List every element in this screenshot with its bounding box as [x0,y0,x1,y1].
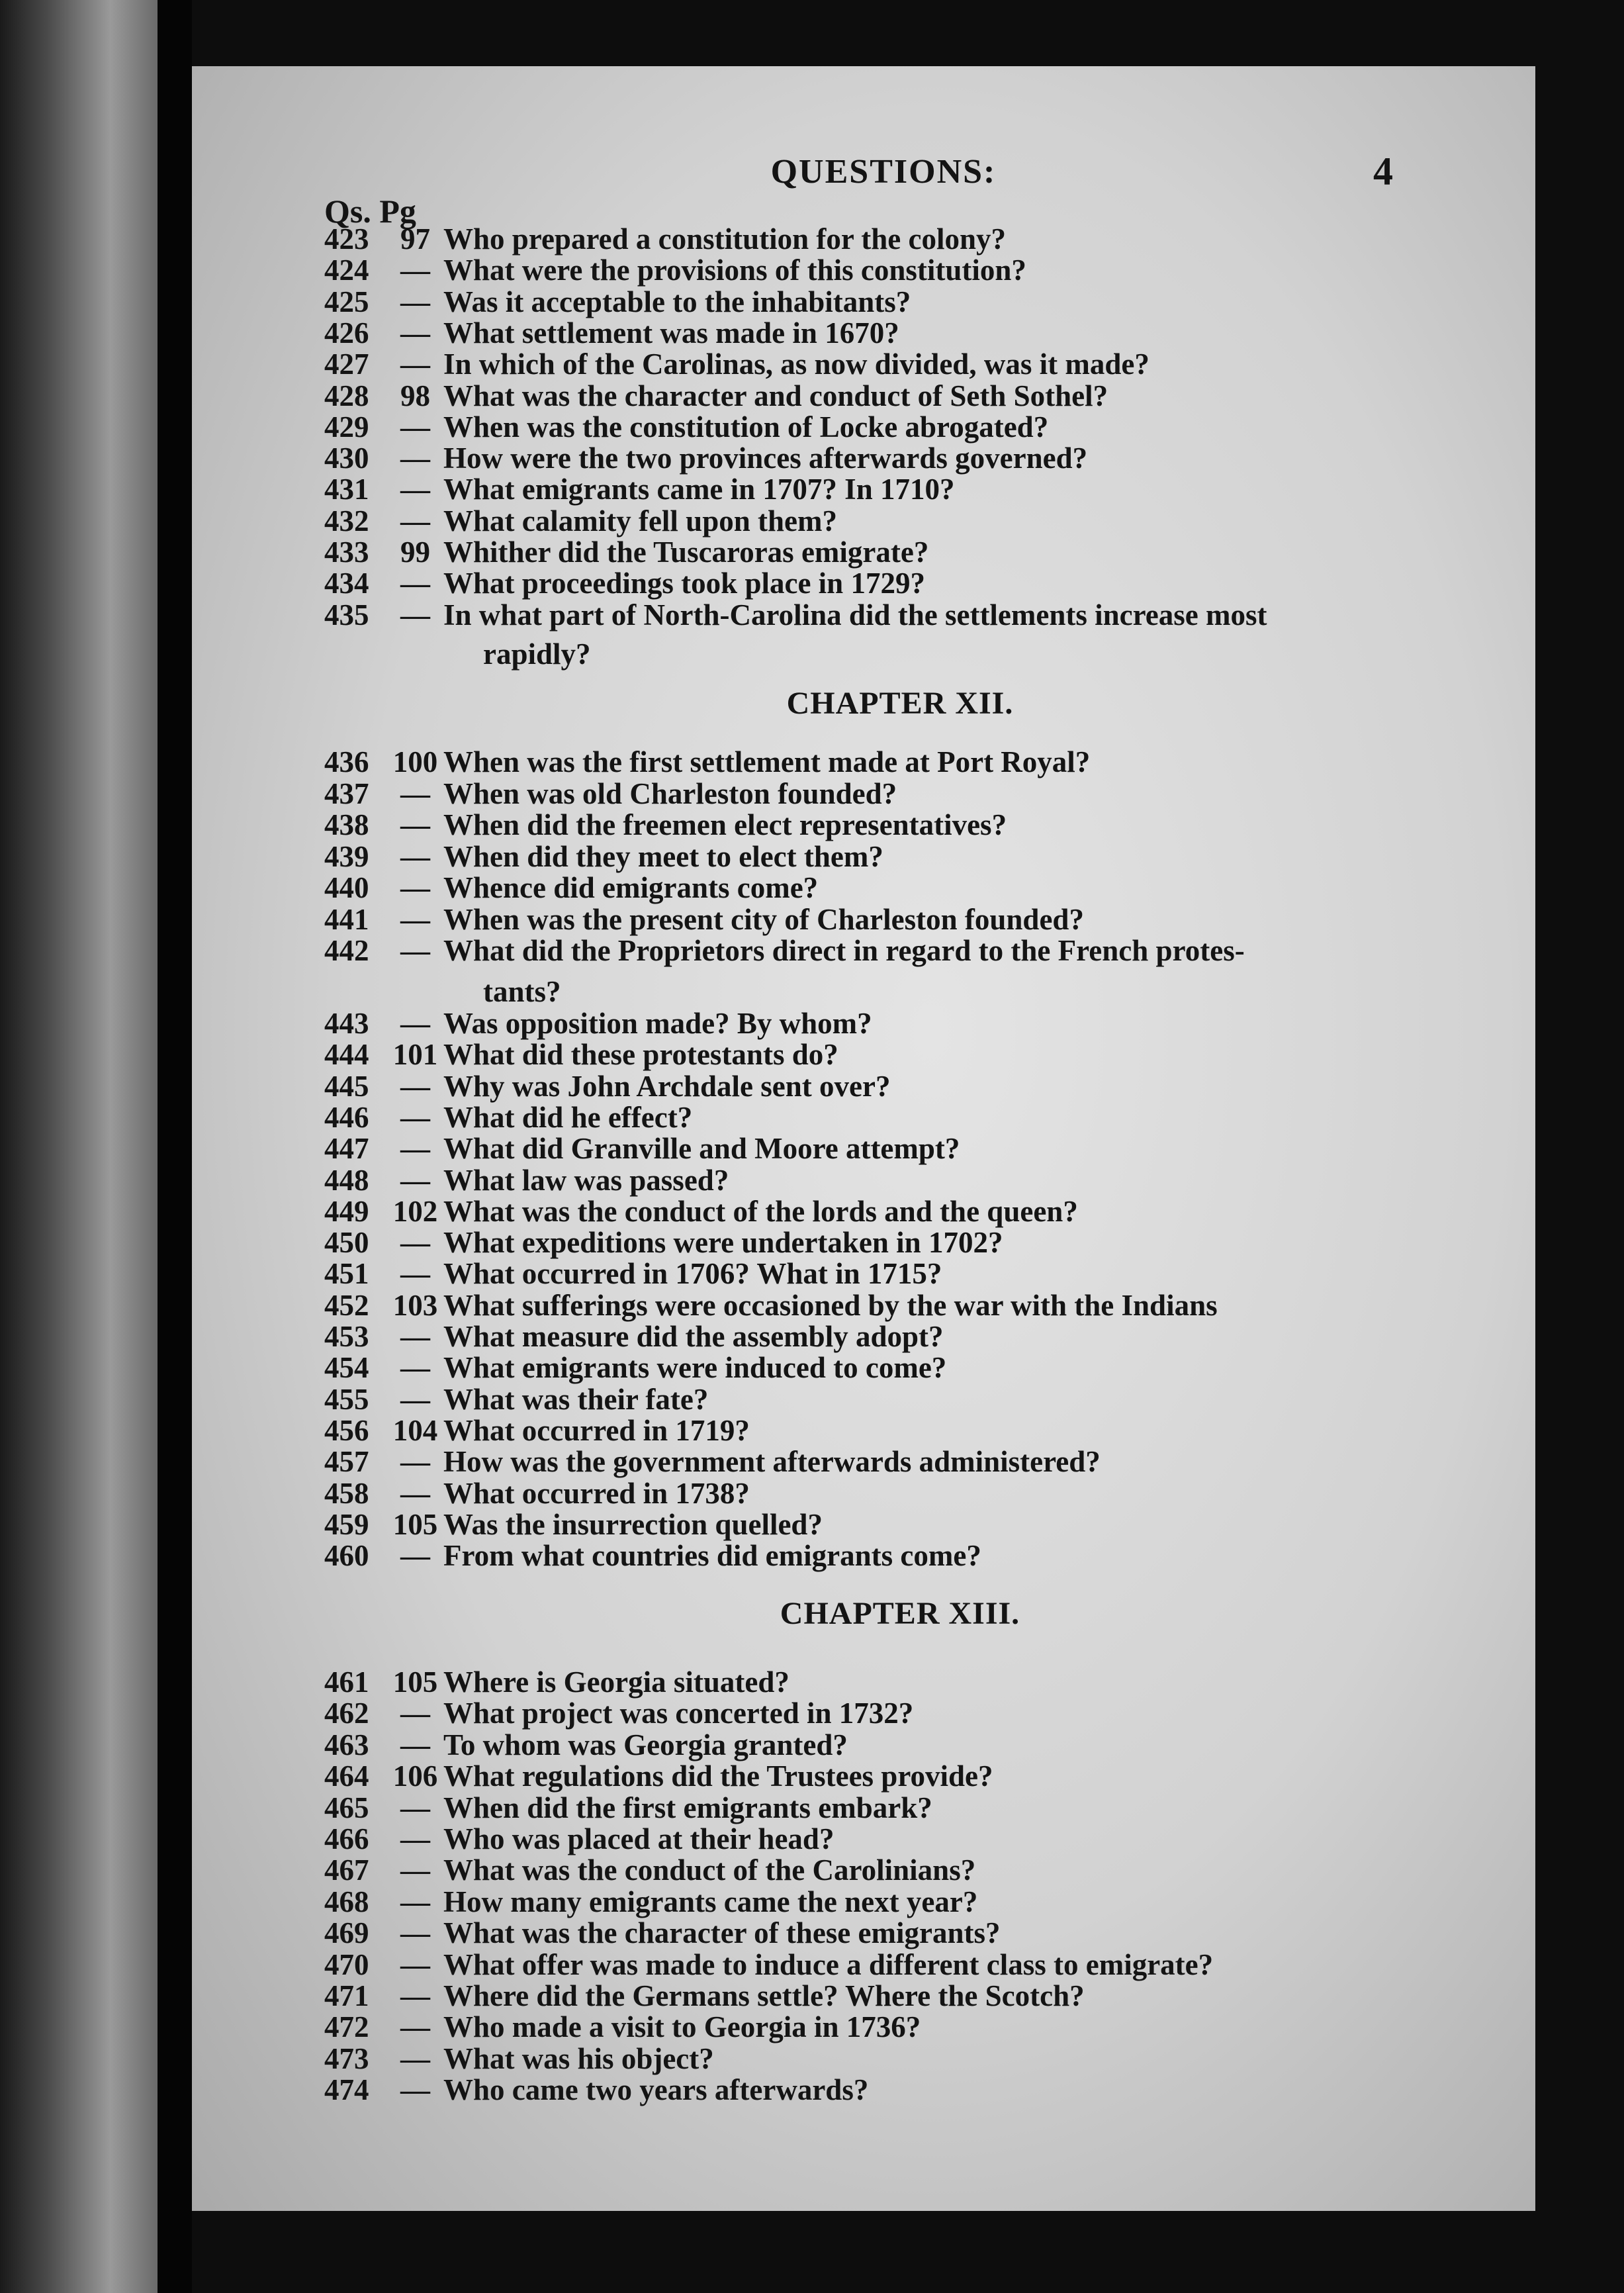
question-number: 468 [324,1885,369,1918]
question-text: When did the first emigrants embark? [443,1791,932,1824]
question-number: 427 [324,348,369,381]
page-reference: — [400,1320,430,1353]
question-row [324,412,1048,443]
question-row [324,224,1006,255]
chapter-heading: CHAPTER XII. [786,686,1014,721]
question-row [324,1071,890,1102]
page-reference: — [400,567,430,600]
question-number: 464 [324,1759,369,1793]
question-text: What offer was made to induce a different class to emigrate? [443,1947,1214,1981]
question-row [324,506,837,537]
question-text: How were the two provinces afterwards governed? [443,442,1088,475]
page-reference: 105 [392,1665,438,1699]
question-row [324,1196,1078,1227]
question-row [324,381,1108,412]
question-number: 446 [324,1100,369,1134]
question-number: 431 [324,473,369,506]
question-number: 425 [324,285,369,318]
question-row [324,1540,981,1571]
question-text: From what countries did emigrants come? [443,1539,981,1573]
question-text: What sufferings were occasioned by the war with the Indians [443,1288,1218,1322]
question-row [324,1793,932,1824]
page-reference: — [400,1822,430,1855]
question-row [324,1855,975,1886]
question-row [324,1227,1003,1258]
page-reference: 97 [400,222,430,256]
question-number: 449 [324,1194,369,1228]
question-row [324,2012,921,2043]
question-text: What calamity fell upon them? [443,504,837,538]
page-reference: — [400,1069,430,1103]
question-row [324,2075,868,2106]
book-page [192,66,1535,2211]
page-reference: — [400,348,430,381]
question-text: Was the insurrection quelled? [443,1507,823,1541]
question-number: 462 [324,1697,369,1730]
question-text: Was opposition made? By whom? [443,1007,872,1040]
page-reference: — [400,442,430,475]
question-text: Whither did the Tuscaroras emigrate? [443,536,929,569]
question-number: 452 [324,1288,369,1322]
question-text: What did he effect? [443,1100,693,1134]
page-reference: 106 [392,1759,438,1793]
page-reference: — [400,1132,430,1166]
question-row [324,2043,714,2075]
question-row [324,904,1084,935]
question-number: 470 [324,1947,369,1981]
page-reference: — [400,254,430,287]
question-number: 424 [324,254,369,287]
question-text: Was it acceptable to the inhabitants? [443,285,911,318]
page-reference: — [400,934,430,967]
page-reference: 103 [392,1288,438,1322]
question-number: 463 [324,1728,369,1761]
question-text: What occurred in 1738? [443,1476,750,1510]
question-text: What did Granville and Moore attempt? [443,1132,960,1166]
question-number: 445 [324,1069,369,1103]
question-row [324,474,954,505]
page-reference: — [400,2041,430,2075]
question-text: When did they meet to elect them? [443,839,883,873]
page-reference: — [400,473,430,506]
page-reference: — [400,902,430,936]
question-text: Why was John Archdale sent over? [443,1069,891,1103]
question-text: When did the freemen elect representatives? [443,808,1007,841]
question-text: When was old Charleston founded? [443,776,897,810]
question-text: What project was concerted in 1732? [443,1697,914,1730]
question-row [324,349,1150,380]
page-reference: — [400,1728,430,1761]
question-row [324,1478,750,1509]
question-row [324,1761,993,1792]
question-number: 441 [324,902,369,936]
page-reference: — [400,839,430,873]
question-number: 457 [324,1445,369,1479]
question-row [324,1290,1218,1321]
question-row [324,1133,960,1164]
page-reference: — [400,504,430,538]
page-reference: 104 [392,1413,438,1447]
page-reference: — [400,2073,430,2107]
question-row [324,537,928,568]
page-reference: — [400,285,430,318]
question-row [324,1730,848,1761]
question-row [324,1824,834,1855]
chapter-heading: CHAPTER XIII. [780,1596,1020,1631]
question-number: 423 [324,222,369,256]
page-reference: — [400,598,430,632]
question-number: 430 [324,442,369,475]
question-text: When was the present city of Charleston founded? [443,902,1084,936]
question-number: 469 [324,1916,369,1950]
question-number: 472 [324,2010,369,2044]
question-row [324,1321,944,1352]
question-row [324,841,883,872]
question-text: What was the conduct of the Carolinians? [443,1853,976,1887]
question-row [324,1981,1085,2012]
question-row [324,1352,946,1383]
question-number: 444 [324,1038,369,1072]
page-title: QUESTIONS: [770,153,997,191]
question-number: 458 [324,1476,369,1510]
column-headers: Qs. Pg [324,193,416,230]
question-number: 428 [324,379,369,412]
page-reference: 99 [400,536,430,569]
question-row [324,287,911,318]
question-number: 443 [324,1007,369,1040]
question-number: 437 [324,776,369,810]
question-row [324,1258,942,1289]
question-text: To whom was Georgia granted? [443,1728,848,1761]
question-text: In which of the Carolinas, as now divided, was it made? [443,348,1150,381]
question-number: 448 [324,1163,369,1197]
question-text: What emigrants were induced to come? [443,1351,947,1385]
question-number: 471 [324,1979,369,2012]
page-reference: — [400,410,430,444]
question-row [324,1918,1001,1949]
question-number: 455 [324,1382,369,1416]
question-text: What law was passed? [443,1163,729,1197]
question-row [324,568,925,599]
page-reference: 100 [392,745,438,778]
question-text: When was the first settlement made at Port Royal? [443,745,1091,778]
page-reference: — [400,1791,430,1824]
question-text: What emigrants came in 1707? In 1710? [443,473,955,506]
page-reference: — [400,1007,430,1040]
question-text: What did these protestants do? [443,1038,838,1072]
question-row [324,255,1026,286]
question-row [324,747,1090,778]
question-number: 450 [324,1226,369,1260]
page-reference: — [400,2010,430,2044]
question-row [324,1415,750,1446]
question-text: What were the provisions of this constitution? [443,254,1026,287]
question-text: What was the character and conduct of Seth Sothel? [443,379,1108,412]
question-text: Who came two years afterwards? [443,2073,869,2107]
question-text: What was the character of these emigrants? [443,1916,1001,1950]
question-row [324,1698,913,1729]
question-text: What proceedings took place in 1729? [443,567,925,600]
question-text: What settlement was made in 1670? [443,316,899,350]
question-number: 474 [324,2073,369,2107]
question-number: 453 [324,1320,369,1353]
question-text: What occurred in 1719? [443,1413,750,1447]
question-text: How was the government afterwards administered? [443,1445,1101,1479]
question-row [324,778,897,810]
page-reference: — [400,1539,430,1573]
page-reference: — [400,1100,430,1134]
question-row [324,1667,789,1698]
question-row [324,1509,823,1540]
question-continuation: tants? [483,975,561,1008]
scan-border [1535,0,1624,2293]
question-number: 433 [324,536,369,569]
question-number: 460 [324,1539,369,1573]
question-text: When was the constitution of Locke abrogated? [443,410,1049,444]
question-number: 461 [324,1665,369,1699]
question-number: 459 [324,1507,369,1541]
question-number: 467 [324,1853,369,1887]
page-reference: — [400,776,430,810]
question-row [324,443,1087,474]
page-reference: — [400,1163,430,1197]
question-row [324,1384,708,1415]
page-reference: — [400,1916,430,1950]
question-continuation: rapidly? [483,637,591,671]
question-row [324,1949,1213,1981]
question-number: 436 [324,745,369,778]
question-number: 473 [324,2041,369,2075]
question-text: What was the conduct of the lords and the queen? [443,1194,1078,1228]
question-text: What occurred in 1706? What in 1715? [443,1257,942,1291]
question-number: 456 [324,1413,369,1447]
question-number: 432 [324,504,369,538]
page-number: 4 [1373,150,1393,193]
question-row [324,1102,692,1133]
question-text: Who made a visit to Georgia in 1736? [443,2010,921,2044]
question-text: What regulations did the Trustees provide? [443,1759,993,1793]
page-reference: 98 [400,379,430,412]
question-text: What measure did the assembly adopt? [443,1320,944,1353]
question-number: 465 [324,1791,369,1824]
page-reference: — [400,1947,430,1981]
question-row [324,872,818,904]
question-text: Who was placed at their head? [443,1822,835,1855]
question-text: Where did the Germans settle? Where the Scotch? [443,1979,1085,2012]
question-text: What was his object? [443,2041,714,2075]
question-number: 447 [324,1132,369,1166]
page-reference: — [400,871,430,904]
question-number: 440 [324,871,369,904]
question-row [324,810,1007,841]
question-text: In what part of North-Carolina did the settlements increase most [443,598,1267,632]
question-number: 434 [324,567,369,600]
question-text: Where is Georgia situated? [443,1665,789,1699]
page-reference: 101 [392,1038,438,1072]
book-gutter [158,0,192,2293]
facing-page-edge [0,0,158,2293]
question-row [324,1446,1101,1477]
question-number: 439 [324,839,369,873]
question-number: 429 [324,410,369,444]
question-row [324,1165,729,1196]
question-number: 435 [324,598,369,632]
question-row [324,600,1267,631]
page-reference: — [400,1351,430,1385]
question-number: 442 [324,934,369,967]
question-row [324,935,1245,966]
page-reference: — [400,1445,430,1479]
page-reference: — [400,808,430,841]
question-row [324,318,899,349]
page-reference: 105 [392,1507,438,1541]
page-reference: 102 [392,1194,438,1228]
page-reference: — [400,1979,430,2012]
page-reference: — [400,1853,430,1887]
question-row [324,1887,977,1918]
question-text: Who prepared a constitution for the colony? [443,222,1007,256]
page-reference: — [400,1226,430,1260]
page-reference: — [400,1476,430,1510]
question-text: Whence did emigrants come? [443,871,819,904]
page-reference: — [400,1257,430,1291]
question-number: 438 [324,808,369,841]
question-number: 466 [324,1822,369,1855]
question-row [324,1039,838,1070]
page-reference: — [400,1885,430,1918]
question-number: 454 [324,1351,369,1385]
question-number: 426 [324,316,369,350]
question-text: What was their fate? [443,1382,709,1416]
page-reference: — [400,1382,430,1416]
question-text: What did the Proprietors direct in regard to the French protes- [443,934,1245,967]
question-row [324,1008,872,1039]
page-reference: — [400,316,430,350]
question-text: How many emigrants came the next year? [443,1885,978,1918]
question-number: 451 [324,1257,369,1291]
question-text: What expeditions were undertaken in 1702? [443,1226,1003,1260]
page-reference: — [400,1697,430,1730]
